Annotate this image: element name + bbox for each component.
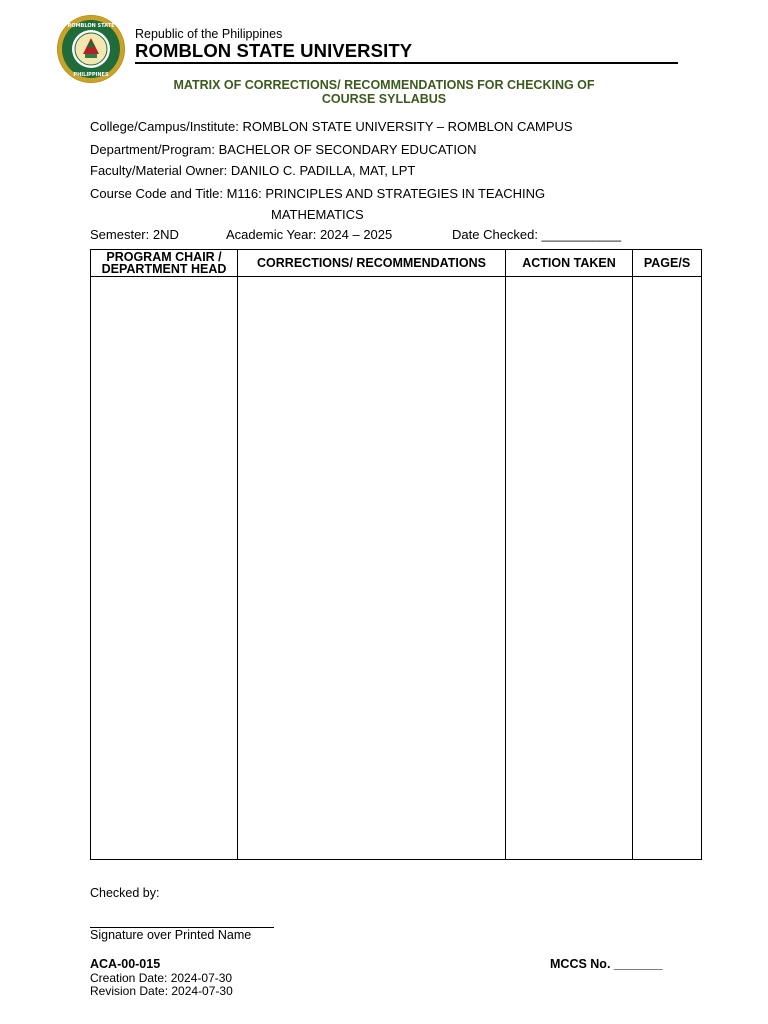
action-taken-cell[interactable] (506, 277, 633, 860)
revision-date: Revision Date: 2024-07-30 (90, 984, 233, 998)
university-seal-logo (56, 14, 126, 84)
program-chair-header-line2: DEPARTMENT HEAD (101, 262, 227, 276)
column-header-corrections: CORRECTIONS/ RECOMMENDATIONS (238, 250, 506, 277)
course-field-line2: MATHEMATICS (271, 207, 364, 222)
header-divider (135, 62, 678, 64)
semester-field: Semester: 2ND (90, 227, 179, 242)
signature-label: Signature over Printed Name (90, 928, 252, 942)
corrections-cell[interactable] (238, 277, 506, 860)
mccs-number[interactable]: MCCS No. _______ (550, 957, 663, 971)
svg-text:ROMBLON STATE: ROMBLON STATE (67, 23, 115, 29)
pages-cell[interactable] (633, 277, 702, 860)
academic-year-field: Academic Year: 2024 – 2025 (226, 227, 393, 242)
college-field: College/Campus/Institute: ROMBLON STATE UNIVERSITY – ROMBLON CAMPUS (90, 119, 573, 134)
creation-date: Creation Date: 2024-07-30 (90, 971, 233, 985)
university-name: ROMBLON STATE UNIVERSITY (135, 40, 413, 61)
faculty-field: Faculty/Material Owner: DANILO C. PADILLA, MAT, LPT (90, 163, 416, 178)
table-header-row (91, 250, 702, 277)
table-row (91, 277, 702, 860)
department-field: Department/Program: BACHELOR OF SECONDARY EDUCATION (90, 142, 477, 157)
document-title-line1: MATRIX OF CORRECTIONS/ RECOMMENDATIONS FOR CHECKING OF (173, 78, 595, 92)
corrections-matrix-table (90, 249, 702, 860)
column-header-program-chair (91, 250, 238, 277)
program-chair-cell[interactable] (91, 277, 238, 860)
republic-text: Republic of the Philippines (135, 27, 283, 41)
svg-text:PHILIPPINES: PHILIPPINES (73, 72, 109, 78)
form-code: ACA-00-015 (90, 957, 161, 971)
column-header-action-taken: ACTION TAKEN (506, 250, 633, 277)
program-chair-header-line1: PROGRAM CHAIR / (106, 250, 222, 264)
document-title-line2: COURSE SYLLABUS (321, 92, 447, 106)
column-header-pages: PAGE/S (633, 250, 702, 277)
course-field-line1: Course Code and Title: M116: PRINCIPLES AND STRATEGIES IN TEACHING (90, 186, 546, 201)
date-checked-field[interactable]: Date Checked: ___________ (452, 227, 622, 242)
checked-by-label: Checked by: (90, 886, 160, 900)
